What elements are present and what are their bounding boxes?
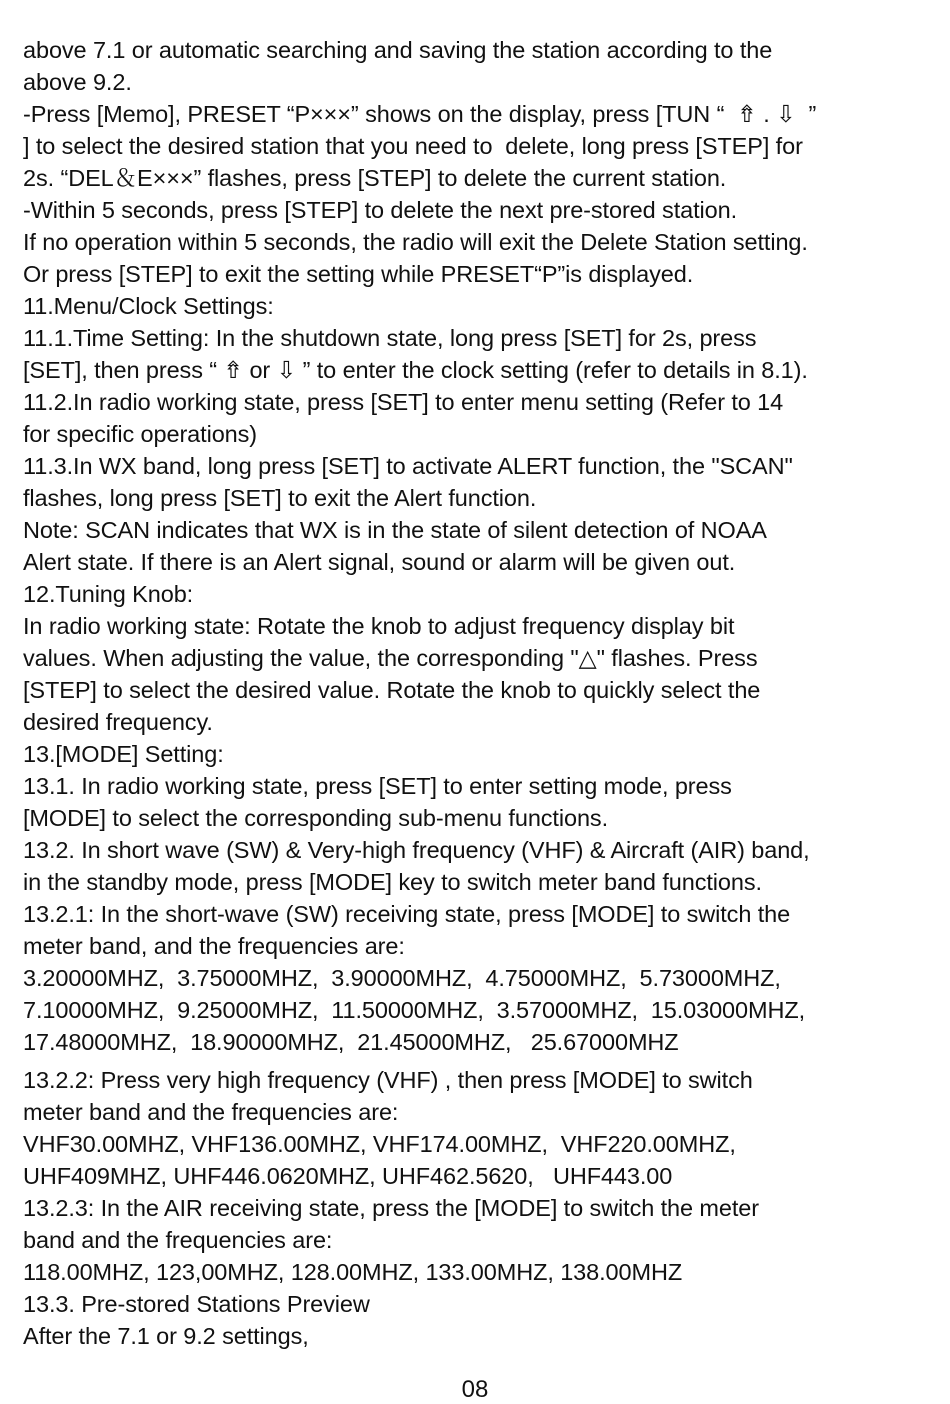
text-line: -Press [Memo], PRESET “P×××” shows on the display, press [TUN “ ⇮ . ⇩ ” bbox=[23, 101, 817, 127]
text-line: 13.2.1: In the short-wave (SW) receiving state, press [MODE] to switch the bbox=[23, 901, 791, 927]
text-line: in the standby mode, press [MODE] key to switch meter band functions. bbox=[23, 869, 762, 895]
text-line: meter band and the frequencies are: bbox=[23, 1099, 399, 1125]
text-line: [STEP] to select the desired value. Rotate the knob to quickly select the bbox=[23, 677, 761, 703]
page-number: 08 bbox=[461, 1376, 489, 1403]
text-line: [SET], then press “ ⇮ or ⇩ ” to enter the clock setting (refer to details in 8.1). bbox=[23, 357, 808, 383]
text-line: ] to select the desired station that you need to delete, long press [STEP] for bbox=[23, 133, 803, 159]
text-line: 13.2. In short wave (SW) & Very-high frequency (VHF) & Aircraft (AIR) band, bbox=[23, 837, 810, 863]
frequency-list-line: 7.10000MHZ, 9.25000MHZ, 11.50000MHZ, 3.57000MHZ, 15.03000MHZ, bbox=[23, 997, 806, 1023]
text-line: Or press [STEP] to exit the setting while PRESET“P”is displayed. bbox=[23, 261, 694, 287]
text-line: band and the frequencies are: bbox=[23, 1227, 333, 1253]
text-line: Note: SCAN indicates that WX is in the state of silent detection of NOAA bbox=[23, 517, 767, 543]
text-line: desired frequency. bbox=[23, 709, 213, 735]
frequency-list-line: VHF30.00MHZ, VHF136.00MHZ, VHF174.00MHZ, VHF220.00MHZ, bbox=[23, 1131, 736, 1157]
text-line: 2s. “DEL＆E×××” flashes, press [STEP] to delete the current station. bbox=[23, 165, 727, 191]
text-line: Alert state. If there is an Alert signal, sound or alarm will be given out. bbox=[23, 549, 736, 575]
text-line: After the 7.1 or 9.2 settings, bbox=[23, 1323, 309, 1349]
text-line: In radio working state: Rotate the knob to adjust frequency display bit bbox=[23, 613, 735, 639]
frequency-list-line: 118.00MHZ, 123,00MHZ, 128.00MHZ, 133.00MHZ, 138.00MHZ bbox=[23, 1259, 683, 1285]
body-text bbox=[23, 34, 935, 1352]
text-line: 13.2.2: Press very high frequency (VHF) , then press [MODE] to switch bbox=[23, 1067, 753, 1093]
text-line: meter band, and the frequencies are: bbox=[23, 933, 405, 959]
frequency-list-line: 17.48000MHZ, 18.90000MHZ, 21.45000MHZ, 25.67000MHZ bbox=[23, 1029, 679, 1055]
text-line: 13.2.3: In the AIR receiving state, press the [MODE] to switch the meter bbox=[23, 1195, 759, 1221]
frequency-list-line: 3.20000MHZ, 3.75000MHZ, 3.90000MHZ, 4.75000MHZ, 5.73000MHZ, bbox=[23, 965, 781, 991]
text-line: 11.3.In WX band, long press [SET] to activate ALERT function, the "SCAN" bbox=[23, 453, 793, 479]
text-line: 13.3. Pre-stored Stations Preview bbox=[23, 1291, 370, 1317]
text-line: [MODE] to select the corresponding sub-menu functions. bbox=[23, 805, 609, 831]
section-heading: 11.Menu/Clock Settings: bbox=[23, 293, 274, 319]
text-line: flashes, long press [SET] to exit the Alert function. bbox=[23, 485, 537, 511]
text-line: If no operation within 5 seconds, the radio will exit the Delete Station setting. bbox=[23, 229, 808, 255]
text-line: 13.1. In radio working state, press [SET] to enter setting mode, press bbox=[23, 773, 732, 799]
section-heading: 13.[MODE] Setting: bbox=[23, 741, 224, 767]
frequency-list-line: UHF409MHZ, UHF446.0620MHZ, UHF462.5620, UHF443.00 bbox=[23, 1163, 673, 1189]
text-line: above 7.1 or automatic searching and saving the station according to the bbox=[23, 37, 773, 63]
text-line: -Within 5 seconds, press [STEP] to delete the next pre-stored station. bbox=[23, 197, 738, 223]
text-line: above 9.2. bbox=[23, 69, 132, 95]
text-line: for specific operations) bbox=[23, 421, 258, 447]
section-heading: 12.Tuning Knob: bbox=[23, 581, 194, 607]
text-line: values. When adjusting the value, the corresponding "△" flashes. Press bbox=[23, 645, 758, 671]
text-line: 11.2.In radio working state, press [SET] to enter menu setting (Refer to 14 bbox=[23, 389, 784, 415]
text-line: 11.1.Time Setting: In the shutdown state, long press [SET] for 2s, press bbox=[23, 325, 757, 351]
